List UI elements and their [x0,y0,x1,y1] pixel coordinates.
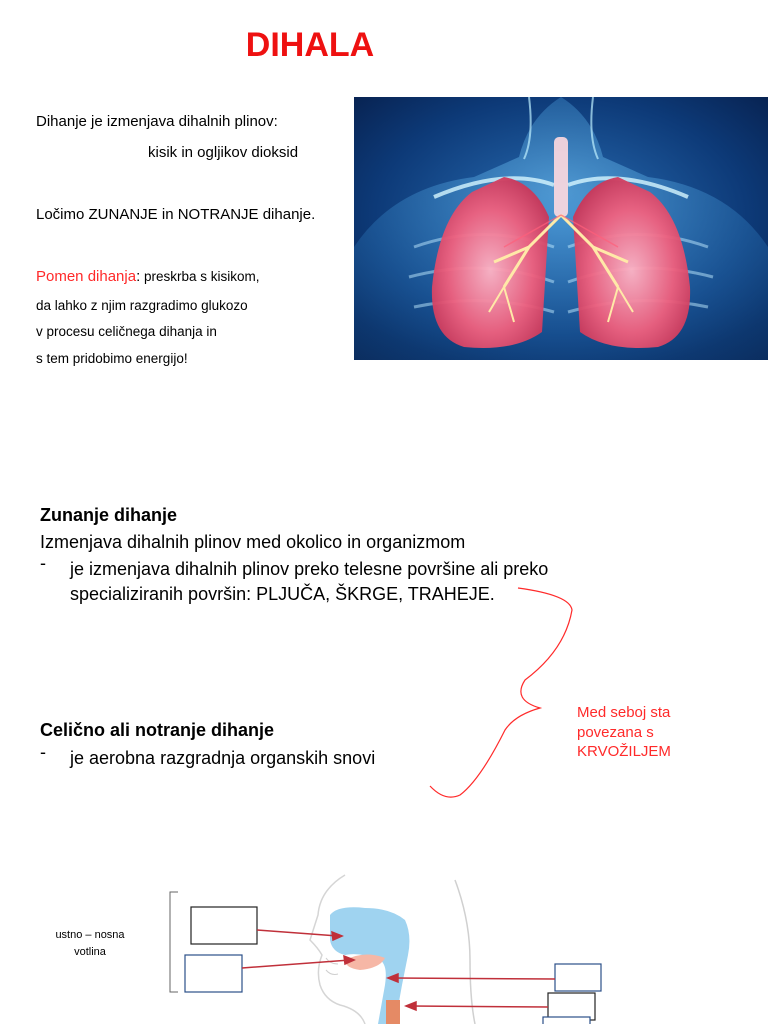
intro-definition: Dihanje je izmenjava dihalnih plinov: [36,113,278,130]
importance-text-4: s tem pridobimo energijo! [36,351,188,366]
external-definition: Izmenjava dihalnih plinov med okolico in organizmom [40,532,466,552]
importance-text-2: da lahko z njim razgradimo glukozo [36,298,248,313]
label-box-5 [543,1017,590,1024]
tongue-shape [345,954,385,970]
relation-note [577,703,671,762]
cellular-bullet-point [40,742,460,769]
importance-colon: : [136,268,141,285]
bullet-dash: - [40,742,46,762]
red-brace [420,580,600,810]
lungs-illustration [354,97,768,360]
external-point-line-1: je izmenjava dihalnih plinov preko telesne površine ali preko [70,559,549,579]
cavity-bracket [170,892,178,992]
bullet-dash: - [40,553,46,573]
relation-note-line-2: povezana s [577,723,654,741]
label-box-2 [185,955,242,992]
oral-nasal-cavity-label [40,927,140,960]
label-box-4 [548,993,595,1020]
cellular-heading: Celično ali notranje dihanje [40,720,275,740]
cellular-point: je aerobna razgradnja organskih snovi [70,748,376,768]
label-box-3 [555,964,601,991]
importance-text-3: v procesu celičnega dihanja in [36,324,217,339]
external-heading: Zunanje dihanje [40,505,178,525]
importance-label: Pomen dihanja [36,268,137,285]
esophagus-shape [386,1000,400,1024]
head-outline-back [455,880,475,1024]
cavity-label-line-1: ustno – nosna [55,929,125,941]
page-title: DIHALA [245,26,375,64]
importance-text-1: preskrba s kisikom, [140,269,260,284]
relation-note-line-1: Med seboj sta [577,704,671,721]
cavity-label-line-2: votlina [74,945,106,958]
relation-note-line-3: KRVOŽILJEM [577,743,671,760]
external-point-line-2: specializiranih površin: PLJUČA, ŠKRGE, TRAHEJE. [70,584,495,604]
intro-gases: kisik in ogljikov dioksid [148,144,299,161]
importance-line-1 [36,268,260,286]
label-box-1 [191,907,257,944]
intro-types: Ločimo ZUNANJE in NOTRANJE dihanje. [36,206,316,223]
